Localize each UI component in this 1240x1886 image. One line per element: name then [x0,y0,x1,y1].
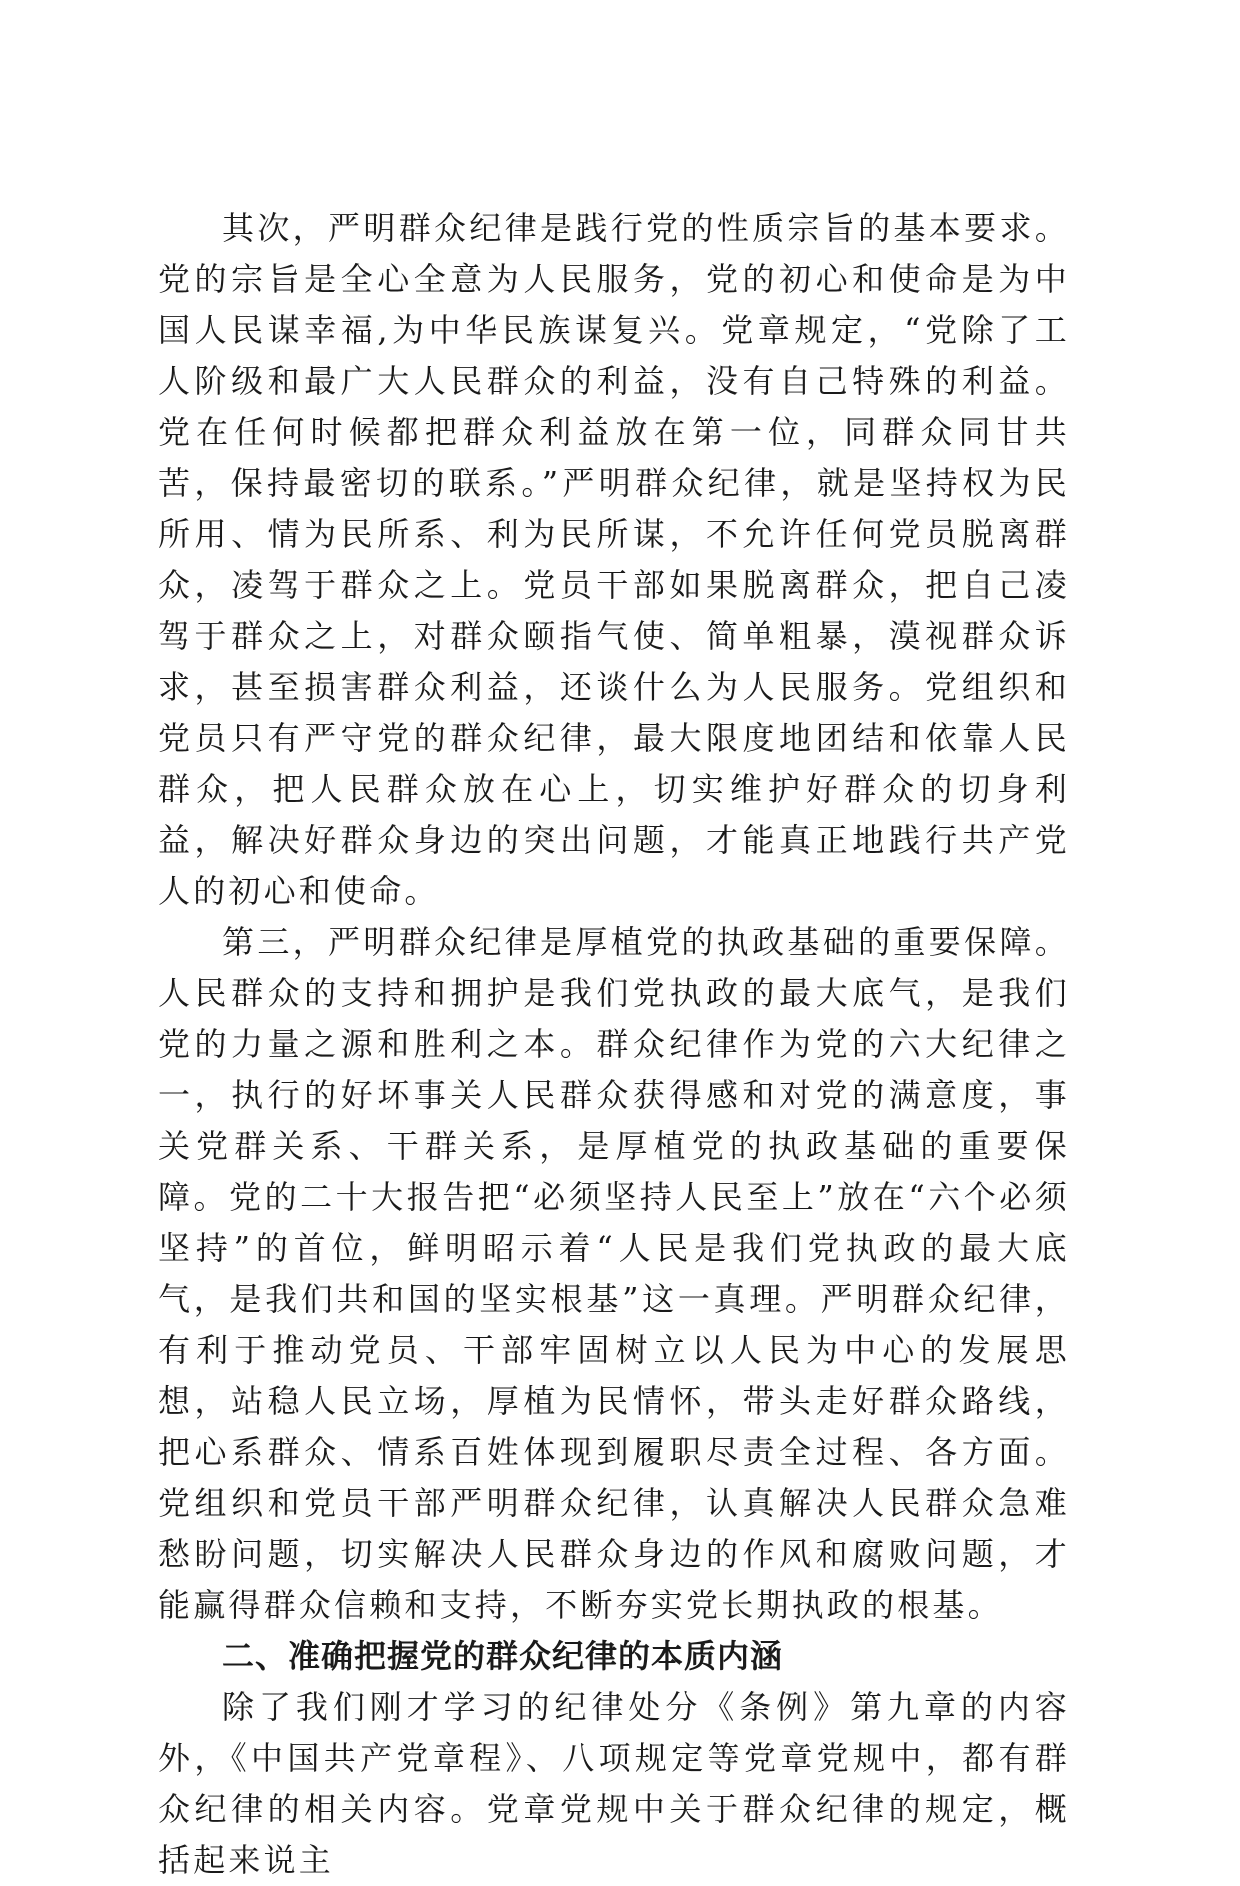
paragraph-third-point: 第三，严明群众纪律是厚植党的执政基础的重要保障。人民群众的支持和拥护是我们党执政的最大底气，是我们党的力量之源和胜利之本。群众纪律作为党的六大纪律之一，执行的好坏事关人民群众获得感和对党的满意度，事关党群关系、干群关系，是厚植党的执政基础的重要保障。党的二十大报告把“必须坚持人民至上”放在“六个必须坚持”的首位，鲜明昭示着“人民是我们党执政的最大底气，是我们共和国的坚实根基”这一真理。严明群众纪律，有利于推动党员、干部牢固树立以人民为中心的发展思想，站稳人民立场，厚植为民情怀，带头走好群众路线，把心系群众、情系百姓体现到履职尽责全过程、各方面。党组织和党员干部严明群众纪律，认真解决人民群众急难愁盼问题，切实解决人民群众身边的作风和腐败问题，才能赢得群众信赖和支持，不断夯实党长期执政的根基。 [158,923,1070,1624]
document-body [158,203,1070,1886]
paragraph-second-point: 其次，严明群众纪律是践行党的性质宗旨的基本要求。党的宗旨是全心全意为人民服务，党的初心和使命是为中国人民谋幸福,为中华民族谋复兴。党章规定，“党除了工人阶级和最广大人民群众的利益，没有自己特殊的利益。党在任何时候都把群众利益放在第一位，同群众同甘共苦，保持最密切的联系。”严明群众纪律，就是坚持权为民所用、情为民所系、利为民所谋，不允许任何党员脱离群众，凌驾于群众之上。党员干部如果脱离群众，把自己凌驾于群众之上，对群众颐指气使、简单粗暴，漠视群众诉求，甚至损害群众利益，还谈什么为人民服务。党组织和党员只有严守党的群众纪律，最大限度地团结和依靠人民群众，把人民群众放在心上，切实维护好群众的切身利益，解决好群众身边的突出问题，才能真正地践行共产党人的初心和使命。 [158,209,1070,910]
paragraph-section-intro: 除了我们刚才学习的纪律处分《条例》第九章的内容外，《中国共产党章程》、八项规定等党章党规中，都有群众纪律的相关内容。党章党规中关于群众纪律的规定，概括起来说主 [158,1688,1070,1879]
section-heading: 二、准确把握党的群众纪律的本质内涵 [222,1637,784,1675]
